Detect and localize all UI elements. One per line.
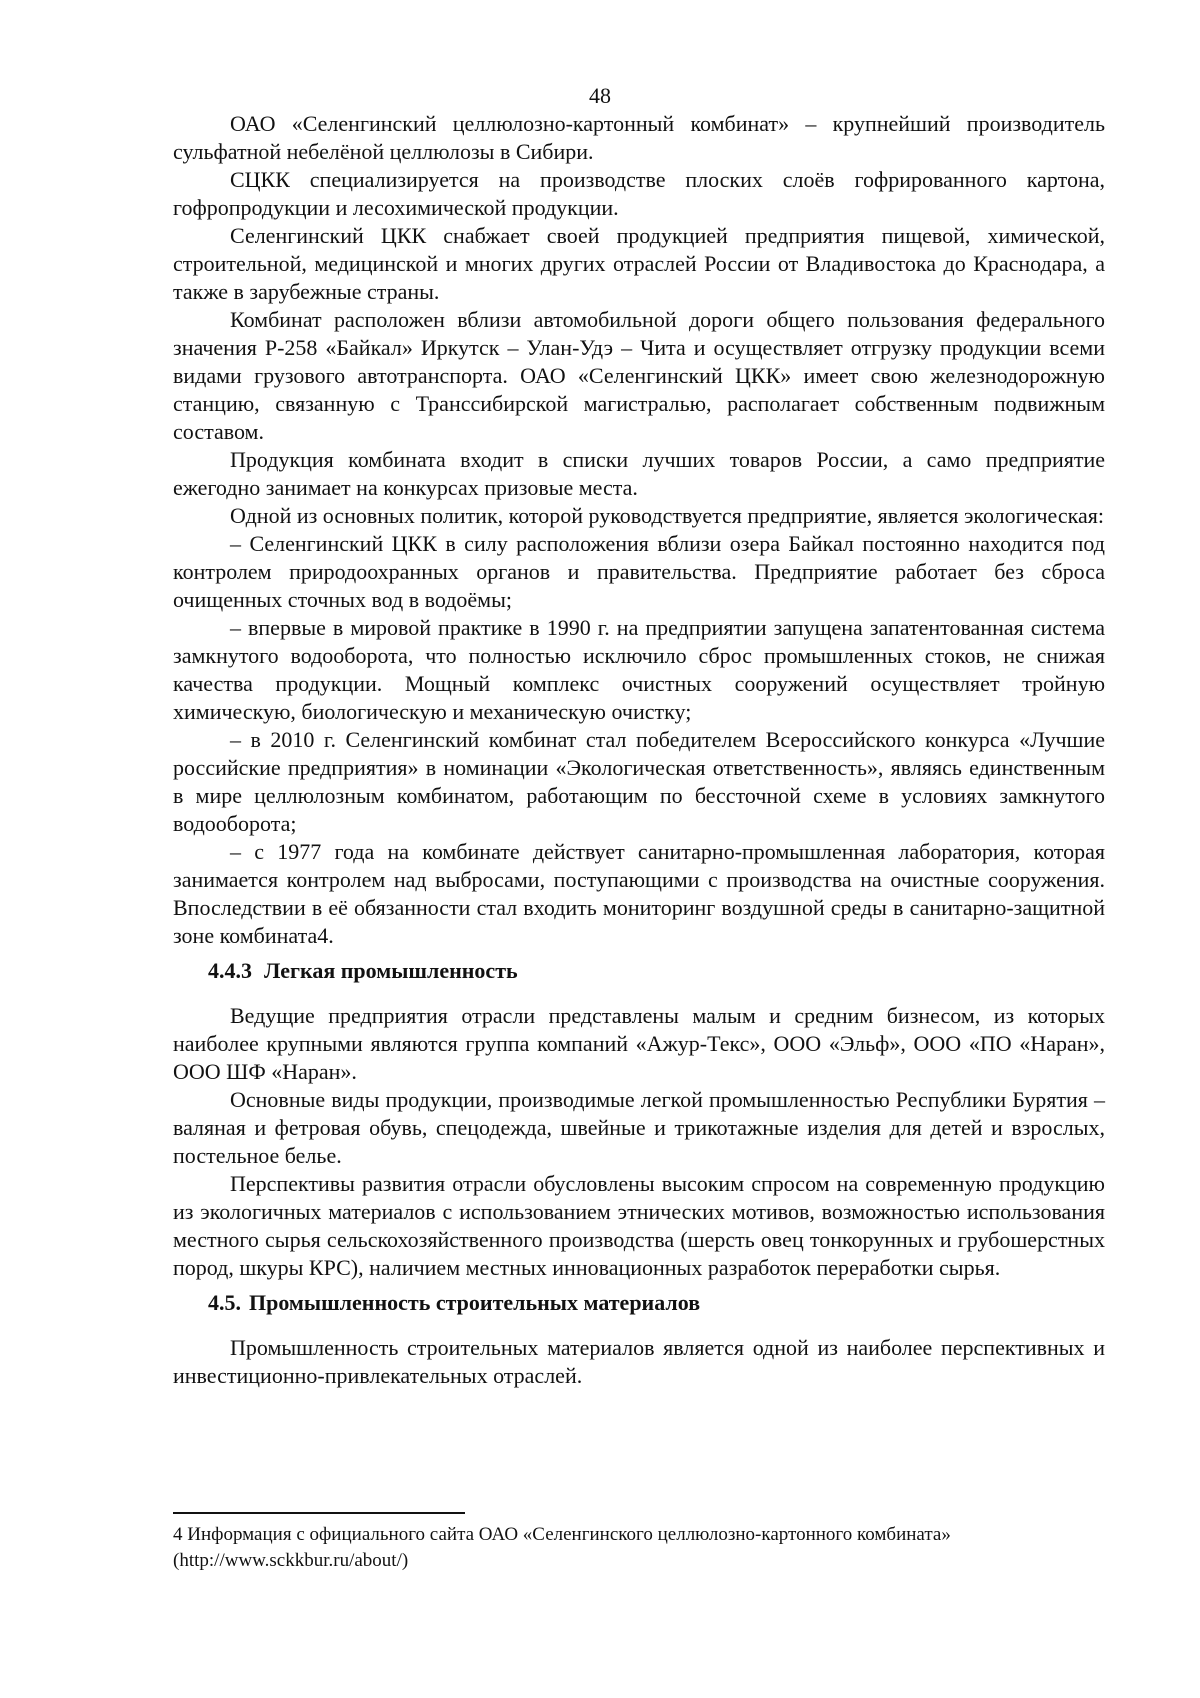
footnote: [173, 1522, 1105, 1574]
section-heading-4-4-3: [173, 957, 1105, 985]
paragraph: ОАО «Селенгинский целлюлозно-картонный комбинат» – крупнейший производитель сульфатной небелёной целлюлозы в Сибири.: [173, 111, 1105, 164]
document-body: [173, 110, 1105, 1390]
list-item: – с 1977 года на комбинате действует санитарно-промышленная лаборатория, которая занимается контролем над выбросами, поступающими с производства на очистные сооружения. Впоследствии в её обязанности стал входить мониторинг воздушной среды в санитарно-защитной зоне комбината4.: [173, 839, 1105, 948]
paragraph: СЦКК специализируется на производстве плоских слоёв гофрированного картона, гофропродукции и лесохимической продукции.: [173, 167, 1105, 220]
section-title: Промышленность строительных материалов: [249, 1290, 701, 1315]
section-number: 4.4.3: [208, 958, 252, 983]
paragraph: Комбинат расположен вблизи автомобильной дороги общего пользования федерального значения Р-258 «Байкал» Иркутск – Улан-Удэ – Чита и осуществляет отгрузку продукции всеми видами грузового автотранспорта. ОАО «Селенгинский ЦКК» имеет свою железнодорожную станцию, связанную с Транссибирской магистралью, располагает собственным подвижным составом.: [173, 307, 1105, 444]
section-title: Легкая промышленность: [264, 958, 518, 983]
paragraph: Ведущие предприятия отрасли представлены малым и средним бизнесом, из которых наиболее крупными являются группа компаний «Ажур-Текс», ООО «Эльф», ООО «ПО «Наран», ООО ШФ «Наран».: [173, 1003, 1105, 1084]
page-number: 48: [589, 83, 611, 108]
footnote-link: (http://www.sckkbur.ru/about/): [173, 1550, 409, 1571]
paragraph: Продукция комбината входит в списки лучших товаров России, а само предприятие ежегодно занимает на конкурсах призовые места.: [173, 447, 1105, 500]
footnote-separator: [173, 1512, 465, 1514]
paragraph: Промышленность строительных материалов является одной из наиболее перспективных и инвестиционно-привлекательных отраслей.: [173, 1335, 1105, 1388]
paragraph: Перспективы развития отрасли обусловлены высоким спросом на современную продукцию из экологичных материалов с использованием этнических мотивов, возможностью использования местного сырья сельскохозяйственного производства (шерсть овец тонкорунных и грубошерстных пород, шкуры КРС), наличием местных инновационных разработок переработки сырья.: [173, 1171, 1105, 1280]
list-item: – Селенгинский ЦКК в силу расположения вблизи озера Байкал постоянно находится под контролем природоохранных органов и правительства. Предприятие работает без сброса очищенных сточных вод в водоёмы;: [173, 531, 1105, 612]
footnote-text: 4 Информация с официального сайта ОАО «Селенгинского целлюлозно-картонного комбината»: [173, 1524, 951, 1545]
paragraph: Селенгинский ЦКК снабжает своей продукцией предприятия пищевой, химической, строительной, медицинской и многих других отраслей России от Владивостока до Краснодара, а также в зарубежные страны.: [173, 223, 1105, 304]
list-item: – в 2010 г. Селенгинский комбинат стал победителем Всероссийского конкурса «Лучшие российские предприятия» в номинации «Экологическая ответственность», являясь единственным в мире целлюлозным комбинатом, работающим по бессточной схеме в условиях замкнутого водооборота;: [173, 727, 1105, 836]
list-item: – впервые в мировой практике в 1990 г. на предприятии запущена запатентованная система замкнутого водооборота, что полностью исключило сброс промышленных стоков, не снижая качества продукции. Мощный комплекс очистных сооружений осуществляет тройную химическую, биологическую и механическую очистку;: [173, 615, 1105, 724]
paragraph: Одной из основных политик, которой руководствуется предприятие, является экологическая:: [230, 503, 1104, 528]
paragraph: Основные виды продукции, производимые легкой промышленностью Республики Бурятия – валяная и фетровая обувь, спецодежда, швейные и трикотажные изделия для детей и взрослых, постельное белье.: [173, 1087, 1105, 1168]
section-number: 4.5.: [208, 1290, 241, 1315]
section-heading-4-5: [173, 1289, 1105, 1317]
